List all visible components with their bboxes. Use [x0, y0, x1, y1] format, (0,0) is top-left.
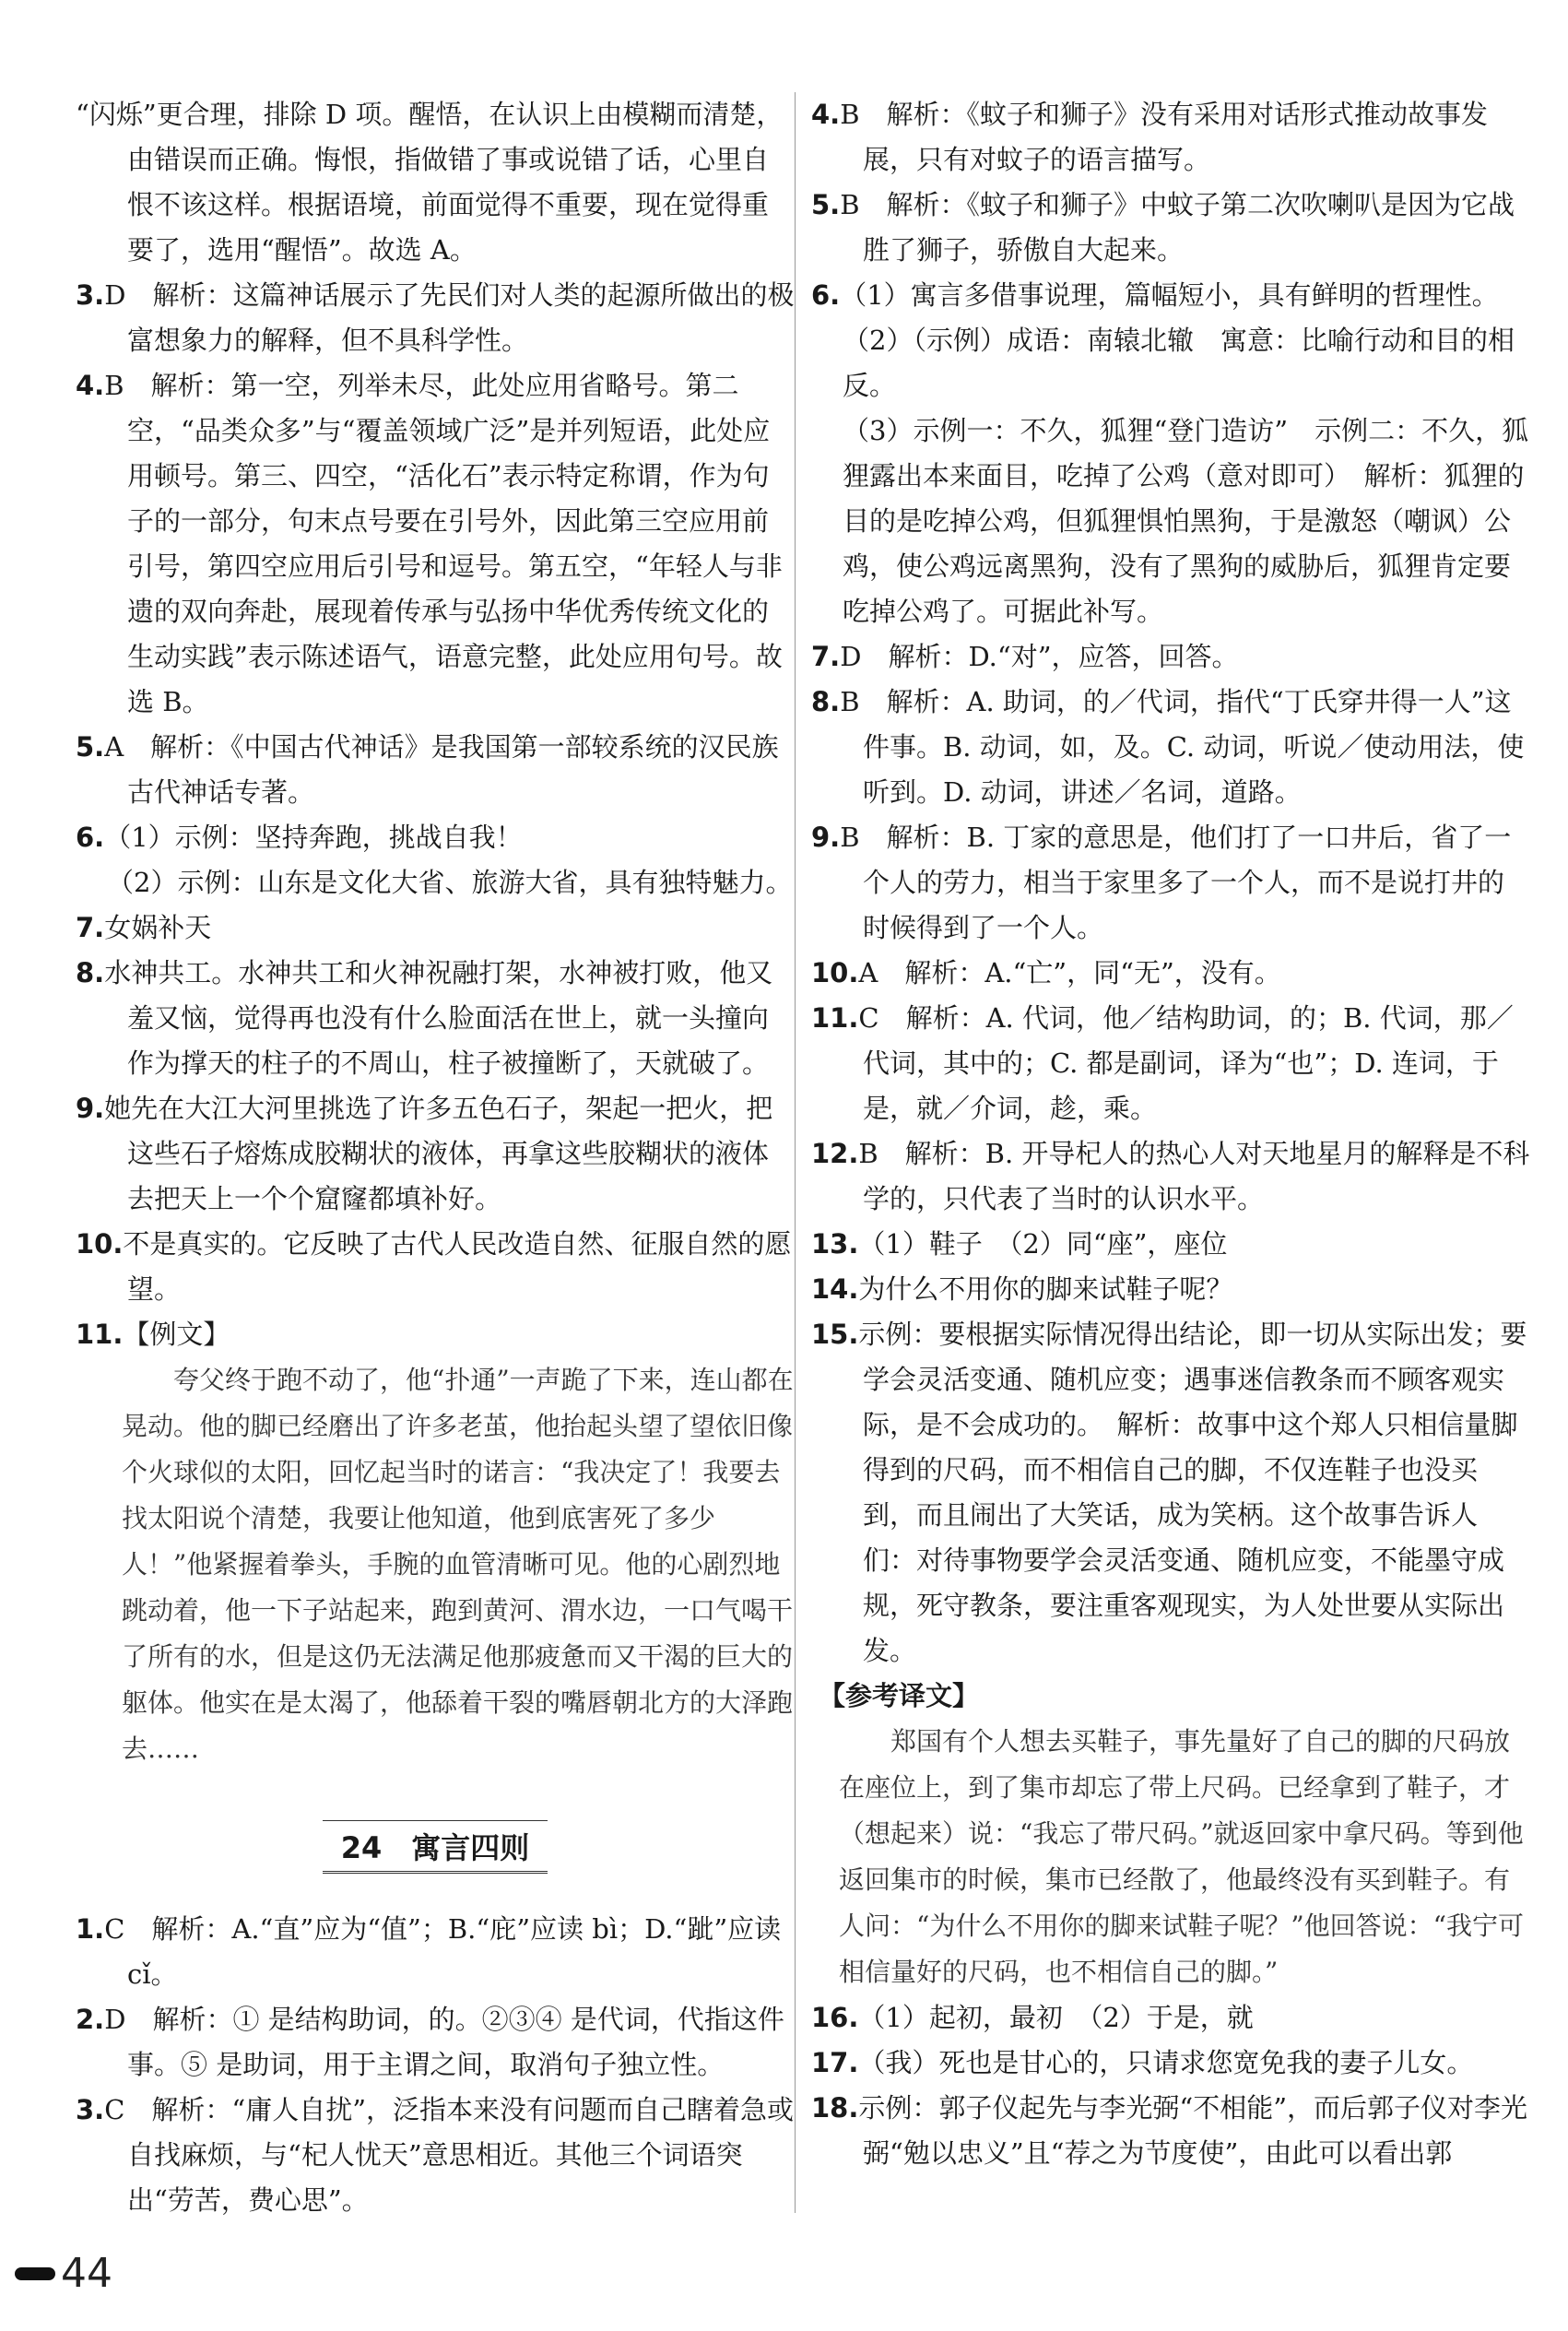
answer-text: 示例：郭子仪起先与李光弼“不相能”，而后郭子仪对李光弼“勉以忠义”且“荐之为节度使”，由此可以看出郭: [858, 2092, 1528, 2169]
answer-number: 9.: [76, 1093, 105, 1124]
answer-item: [76, 1997, 795, 2088]
answer-text: （1）示例：坚持奔跑，挑战自我！: [104, 822, 523, 853]
answer-text: 她先在大江大河里挑选了许多五色石子，架起一把火，把这些石子熔炼成胶糊状的液体，再拿这些胶糊状的液体去把天上一个个窟窿都填补好。: [104, 1093, 773, 1214]
answer-number: 5.: [76, 731, 105, 763]
answer-text: B 解析：A. 助词，的／代词，指代“丁氏穿井得一人”这件事。B. 动词，如，及。C. 动词，听说／使动用法，使听到。D. 动词，讲述／名词，道路。: [840, 686, 1525, 808]
answer-number: 10.: [76, 1228, 124, 1260]
answer-item: [811, 634, 1530, 680]
answer-item: [811, 815, 1530, 951]
answer-text: （3）示例一：不久，狐狸“登门造访” 示例二：不久，狐狸露出本来面目，吃掉了公鸡（意对即可） 解析：狐狸的目的是吃掉公鸡，但狐狸惧怕黑狗，于是激怒（嘲讽）公鸡，使公鸡远离黑狗，没有了黑狗的威胁后，狐狸肯定要吃掉公鸡了。可据此补写。: [843, 415, 1529, 627]
answer-text: （1）寓言多借事说理，篇幅短小，具有鲜明的哲理性。: [840, 279, 1499, 311]
answer-number: 15.: [811, 1319, 859, 1350]
answer-item: [76, 1222, 795, 1312]
answer-number: 2.: [76, 2004, 105, 2035]
answer-number: 10.: [811, 957, 859, 988]
answer-item: [76, 1312, 795, 1357]
answer-number: 4.: [811, 99, 841, 130]
answer-text: 为什么不用你的脚来试鞋子呢？: [858, 1273, 1233, 1305]
answer-text: C 解析：“庸人自扰”，泛指本来没有问题而自己瞎着急或自找麻烦，与“杞人忧天”意思相近。其他三个词语突出“劳苦，费心思”。: [104, 2094, 795, 2216]
answer-text: D 解析：这篇神话展示了先民们对人类的起源所做出的极富想象力的解释，但不具科学性。: [104, 279, 795, 356]
answer-number: 3.: [76, 279, 105, 311]
answer-item: [76, 815, 795, 860]
answer-text: （2）示例：山东是文化大省、旅游大省，具有独特魅力。: [107, 867, 793, 898]
answer-number: 6.: [811, 279, 841, 311]
right-column: [811, 92, 1530, 2176]
answer-text: B 解析：《蚊子和狮子》没有采用对话形式推动故事发展，只有对蚊子的语言描写。: [840, 99, 1489, 175]
answer-text: （2）（示例）成语：南辕北辙 寓意：比喻行动和目的相反。: [843, 325, 1515, 401]
answer-text: （1）鞋子 （2）同“座”，座位: [858, 1228, 1228, 1260]
answer-text: “闪烁”更合理，排除 D 项。醒悟，在认识上由模糊而清楚，由错误而正确。悔恨，指做错了事或说错了话，心里自恨不该这样。根据语境，前面觉得不重要，现在觉得重要了，选用“醒悟”。故选 A。: [76, 99, 784, 266]
answer-text: 不是真实的。它反映了古代人民改造自然、征服自然的愿望。: [123, 1228, 792, 1305]
section-title: 24 寓言四则: [76, 1820, 795, 1874]
answer-number: 11.: [76, 1319, 124, 1350]
answer-text: 女娲补天: [104, 912, 212, 943]
answer-number: 14.: [811, 1273, 859, 1305]
answer-text: C 解析：A.“直”应为“值”；B.“庇”应读 bì；D.“跐”应读 cǐ。: [104, 1913, 782, 1990]
answer-item: [811, 408, 1530, 634]
answer-item: [811, 2041, 1530, 2086]
answer-text: D 解析：D.“对”，应答，回答。: [840, 641, 1239, 672]
answer-item: [811, 318, 1530, 408]
answer-item: [76, 273, 795, 363]
answer-number: 4.: [76, 370, 105, 401]
answer-number: 1.: [76, 1913, 105, 1945]
answer-number: 12.: [811, 1138, 859, 1169]
answer-text: 示例：要根据实际情况得出结论，即一切从实际出发；要学会灵活变通、随机应变；遇事迷信教条而不顾客观实际，是不会成功的。 解析：故事中这个郑人只相信量脚得到的尺码，而不相信自己的脚，不仅连鞋子也没买到，而且闹出了大笑话，成为笑柄。这个故事告诉人们：对待事物要学会灵活变通、随机应变，不能墨守成规，死守教条，要注重客观现实，为人处世要从实际出发。: [858, 1319, 1527, 1666]
answer-item: [811, 996, 1530, 1131]
answer-number: 13.: [811, 1228, 859, 1260]
answer-number: 3.: [76, 2094, 105, 2125]
column-divider: [795, 92, 796, 2213]
answer-item: [811, 1131, 1530, 1222]
answer-item: [76, 1907, 795, 1997]
answer-text: （我）死也是甘心的，只请求您宽免我的妻子儿女。: [858, 2047, 1474, 2078]
answer-item: [76, 860, 795, 905]
answer-item: [76, 725, 795, 815]
answer-item: [811, 183, 1530, 273]
answer-number: 17.: [811, 2047, 859, 2078]
answer-item: [811, 273, 1530, 318]
answer-item: [811, 92, 1530, 183]
left-column: [76, 92, 795, 2223]
answer-text: B 解析：B. 开导杞人的热心人对天地星月的解释是不科学的，只代表了当时的认识水平。: [858, 1138, 1530, 1214]
answer-number: 8.: [811, 686, 841, 717]
answer-text: 水神共工。水神共工和火神祝融打架，水神被打败，他又羞又恼，觉得再也没有什么脸面活在世上，就一头撞向作为撑天的柱子的不周山，柱子被撞断了，天就破了。: [104, 957, 773, 1079]
answer-number: 18.: [811, 2092, 859, 2124]
page-number-bar: [15, 2267, 55, 2280]
answer-number: 5.: [811, 189, 841, 220]
answer-item: [76, 1086, 795, 1222]
answer-item: [811, 680, 1530, 815]
reference-translation-title: 【参考译文】: [819, 1680, 980, 1711]
answer-text: D 解析：① 是结构助词，的。②③④ 是代词，代指这件事。⑤ 是助词，用于主谓之间，取消句子独立性。: [104, 2004, 784, 2080]
answer-text: A 解析：《中国古代神话》是我国第一部较系统的汉民族古代神话专著。: [104, 731, 779, 808]
answer-item: [811, 1312, 1530, 1674]
answer-number: 9.: [811, 822, 841, 853]
answer-item: [76, 905, 795, 951]
answer-number: 11.: [811, 1002, 859, 1034]
answer-item: [76, 363, 795, 725]
answer-item: [811, 1995, 1530, 2041]
answer-item: [811, 951, 1530, 996]
answer-text: A 解析：A.“亡”，同“无”，没有。: [858, 957, 1281, 988]
answer-text: B 解析：第一空，列举未尽，此处应用省略号。第二空，“品类众多”与“覆盖领域广泛”是并列短语，此处应用顿号。第三、四空，“活化石”表示特定称谓，作为句子的一部分，句末点号要在引号外，因此第三空应用前引号，第四空应用后引号和逗号。第五空，“年轻人与非遗的双向奔赴，展现着传承与弘扬中华优秀传统文化的生动实践”表示陈述语气，语意完整，此处应用句号。故选 B。: [104, 370, 783, 717]
answer-text: C 解析：A. 代词，他／结构助词，的；B. 代词，那／代词，其中的；C. 都是副词，译为“也”；D. 连词，于是，就／介词，趁，乘。: [858, 1002, 1514, 1124]
answer-text: B 解析：《蚊子和狮子》中蚊子第二次吹喇叭是因为它战胜了狮子，骄傲自大起来。: [840, 189, 1515, 266]
answer-number: 8.: [76, 957, 105, 988]
translation-paragraph: 郑国有个人想去买鞋子，事先量好了自己的脚的尺码放在座位上，到了集市却忘了带上尺码。已经拿到了鞋子，才（想起来）说：“我忘了带尺码。”就返回家中拿尺码。等到他返回集市的时候，集市已经散了，他最终没有买到鞋子。有人问：“为什么不用你的脚来试鞋子呢？”他回答说：“我宁可相信量好的尺码，也不相信自己的脚。”: [839, 1726, 1524, 1987]
answer-item: [811, 2086, 1530, 2176]
answer-text: 【例文】: [123, 1319, 230, 1350]
answer-text: （1）起初，最初 （2）于是，就: [858, 2002, 1254, 2033]
answer-item: [76, 2088, 795, 2223]
answer-number: 7.: [76, 912, 105, 943]
page-number: 44: [15, 2250, 112, 2297]
example-essay-paragraph: 夸父终于跑不动了，他“扑通”一声跪了下来，连山都在晃动。他的脚已经磨出了许多老茧，他抬起头望了望依旧像个火球似的太阳，回忆起当时的诺言：“我决定了！我要去找太阳说个清楚，我要让他知道，他到底害死了多少人！”他紧握着拳头，手腕的血管清晰可见。他的心剧烈地跳动着，他一下子站起来，跑到黄河、渭水边，一口气喝干了所有的水，但是这仍无法满足他那疲惫而又干渴的巨大的躯体。他实在是太渴了，他舔着干裂的嘴唇朝北方的大泽跑去……: [122, 1365, 794, 1764]
answer-number: 6.: [76, 822, 105, 853]
answer-item: [811, 1267, 1530, 1312]
answer-number: 16.: [811, 2002, 859, 2033]
answer-item: [76, 951, 795, 1086]
answer-item: [76, 92, 795, 273]
answer-number: 7.: [811, 641, 841, 672]
answer-text: B 解析：B. 丁家的意思是，他们打了一口井后，省了一个人的劳力，相当于家里多了一个人，而不是说打井的时候得到了一个人。: [840, 822, 1512, 943]
answer-item: [811, 1222, 1530, 1267]
